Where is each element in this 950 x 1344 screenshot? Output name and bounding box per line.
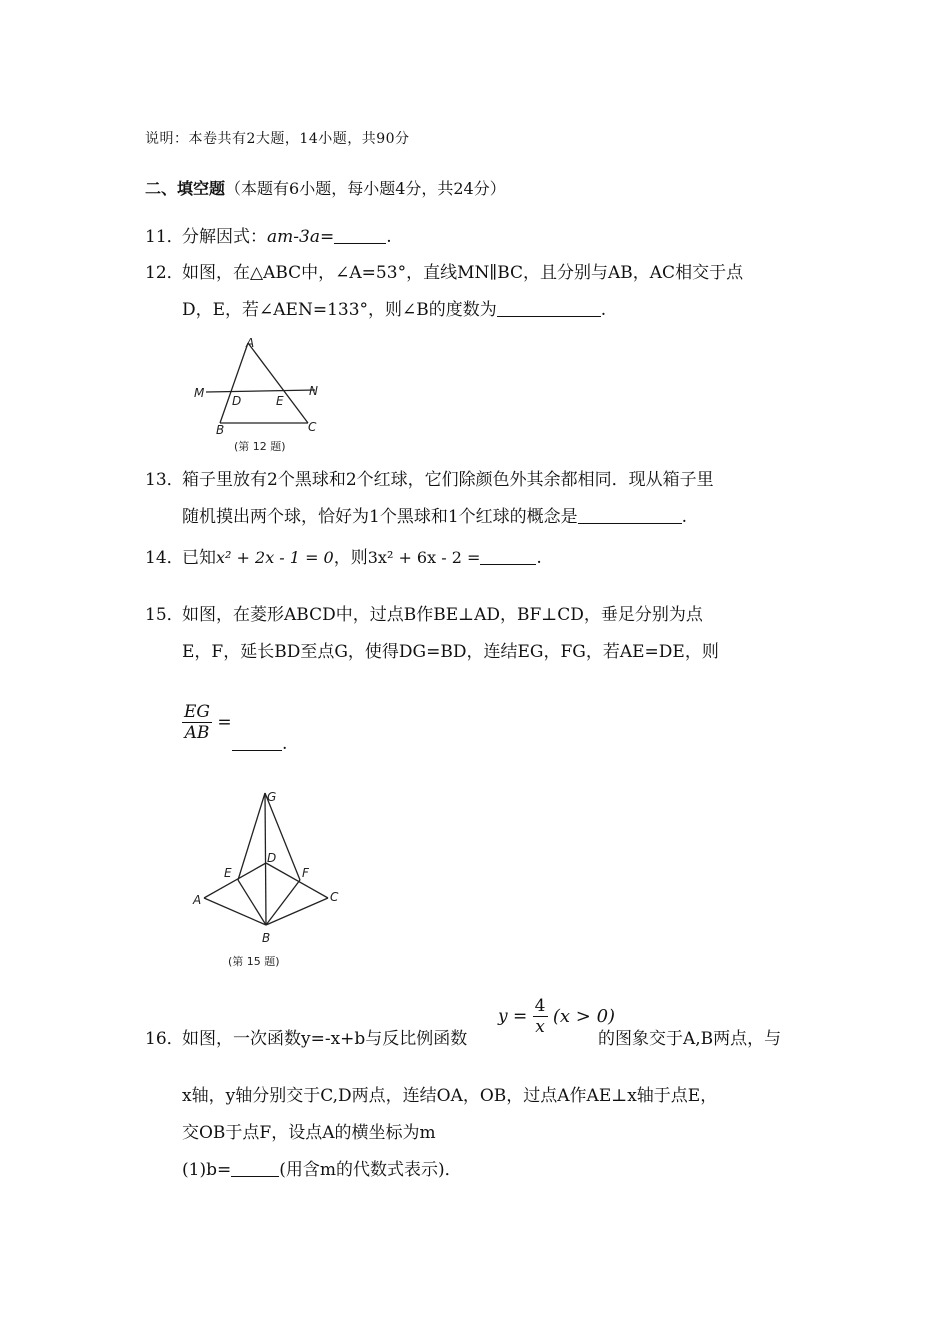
q12-label-d: D — [232, 394, 242, 408]
q16-func-den: x — [535, 1017, 545, 1037]
q16-line4-pre: (1)b= — [182, 1160, 232, 1180]
q12-line2-text: D，E，若∠AEN=133°，则∠B的度数为 — [182, 300, 497, 320]
q12-number: 12． — [145, 263, 184, 283]
q16-answer-blank[interactable] — [231, 1160, 279, 1177]
q11-answer-blank[interactable] — [334, 227, 386, 244]
q13-number: 13． — [145, 470, 184, 490]
q12-label-e: E — [276, 394, 284, 408]
q11-text — [182, 227, 392, 247]
section-header — [145, 176, 506, 199]
q15-frac-num: EG — [184, 702, 210, 722]
q15-line-ge — [238, 793, 265, 880]
q12-label-m: M — [194, 386, 205, 400]
q15-answer-line — [232, 734, 287, 754]
q13-line1: 箱子里放有2个黑球和2个红球，它们除颜色外其余都相同．现从箱子里 — [182, 470, 714, 490]
q15-label-a: A — [193, 893, 202, 907]
q15-end: . — [282, 734, 288, 754]
q15-line-dc — [266, 863, 328, 898]
q14-text — [182, 548, 542, 568]
section-title: 二、填空题 — [145, 179, 226, 198]
q12-end: . — [600, 300, 607, 320]
q12-figure — [190, 335, 330, 461]
q16-line1-post: 的图象交于A,B两点，与 — [598, 1029, 782, 1049]
q13-line2-text: 随机摸出两个球，恰好为1个黑球和1个红球的概念是 — [182, 507, 578, 527]
q16-func-num: 4 — [534, 996, 546, 1016]
q15-line-gf — [265, 793, 300, 880]
q15-frac-den: AB — [184, 723, 210, 743]
q12-line-ab — [220, 343, 248, 423]
q12-label-b: B — [216, 423, 225, 437]
q12-label-n: N — [309, 384, 318, 398]
q15-label-b: B — [262, 931, 271, 945]
q12-label-c: C — [308, 420, 317, 434]
q12-answer-blank[interactable] — [497, 300, 601, 317]
q14-answer-blank[interactable] — [480, 548, 536, 565]
q15-diagram — [190, 785, 350, 975]
q14-mid: ，则 — [333, 548, 368, 568]
q15-line-ad — [204, 863, 266, 898]
exam-note: 说明：本卷共有2大题，14小题，共90分 — [145, 131, 410, 147]
q12-line-ac — [248, 343, 308, 423]
q14-number: 14． — [145, 548, 184, 568]
q15-number: 15． — [145, 605, 184, 625]
q13-answer-blank[interactable] — [578, 507, 682, 524]
q15-label-d: D — [267, 851, 277, 865]
q12-line1: 如图，在△ABC中，∠A=53°，直线MN∥BC，且分别与AB，AC相交于点 — [182, 263, 744, 283]
q16-line3: 交OB于点F，设点A的横坐标为m — [182, 1123, 436, 1143]
q16-func-frac — [533, 996, 548, 1037]
q13-line2 — [182, 507, 687, 527]
q15-line-gb — [265, 793, 266, 925]
q13-end: . — [681, 507, 688, 527]
q16-line4-post: (用含m的代数式表示)． — [279, 1160, 462, 1180]
q15-fraction-line — [182, 702, 232, 743]
q12-label-a: A — [246, 336, 255, 350]
q14-equation-2: 3x² + 6x - 2 = — [367, 548, 481, 567]
q15-line2: E，F，延长BD至点G，使得DG=BD，连结EG，FG，若AE=DE，则 — [182, 642, 719, 662]
q15-label-g: G — [267, 790, 277, 804]
q12-line2 — [182, 300, 606, 320]
q15-line-ab — [204, 898, 266, 925]
q12-caption: (第 12 题) — [234, 440, 286, 453]
q16-func-cond: (x > 0) — [552, 1006, 616, 1027]
q16-line1-pre: 如图，一次函数y=-x+b与反比例函数 — [182, 1029, 468, 1049]
q14-end: . — [536, 548, 542, 568]
q14-equation-1: x² + 2x - 1 = 0 — [216, 548, 334, 567]
q15-equals: = — [217, 712, 232, 733]
q16-line2: x轴，y轴分别交于C,D两点，连结OA，OB，过点A作AE⊥x轴于点E， — [182, 1086, 718, 1106]
q15-label-e: E — [224, 866, 232, 880]
q11-expr: am-3a= — [267, 227, 335, 247]
q11-prompt: 分解因式： — [182, 227, 267, 247]
q11-number: 11． — [145, 227, 184, 247]
q15-line-bc — [266, 898, 328, 925]
q16-line4 — [182, 1160, 462, 1180]
q12-diagram — [190, 335, 330, 457]
q15-line1: 如图，在菱形ABCD中，过点B作BE⊥AD，BF⊥CD，垂足分别为点 — [182, 605, 703, 625]
q15-label-f: F — [302, 866, 309, 880]
q12-line-mn — [206, 390, 315, 392]
q15-label-c: C — [330, 890, 339, 904]
q15-fraction — [182, 702, 212, 743]
section-desc: （本题有6小题，每小题4分，共24分） — [225, 179, 506, 198]
q15-caption: (第 15 题) — [228, 955, 280, 968]
q11-end: . — [386, 227, 392, 247]
q16-func-y: y = — [498, 1006, 528, 1027]
q15-answer-blank[interactable] — [232, 734, 282, 751]
q15-figure — [190, 785, 350, 979]
q14-pre: 已知 — [182, 548, 216, 568]
q16-number: 16． — [145, 1029, 184, 1049]
